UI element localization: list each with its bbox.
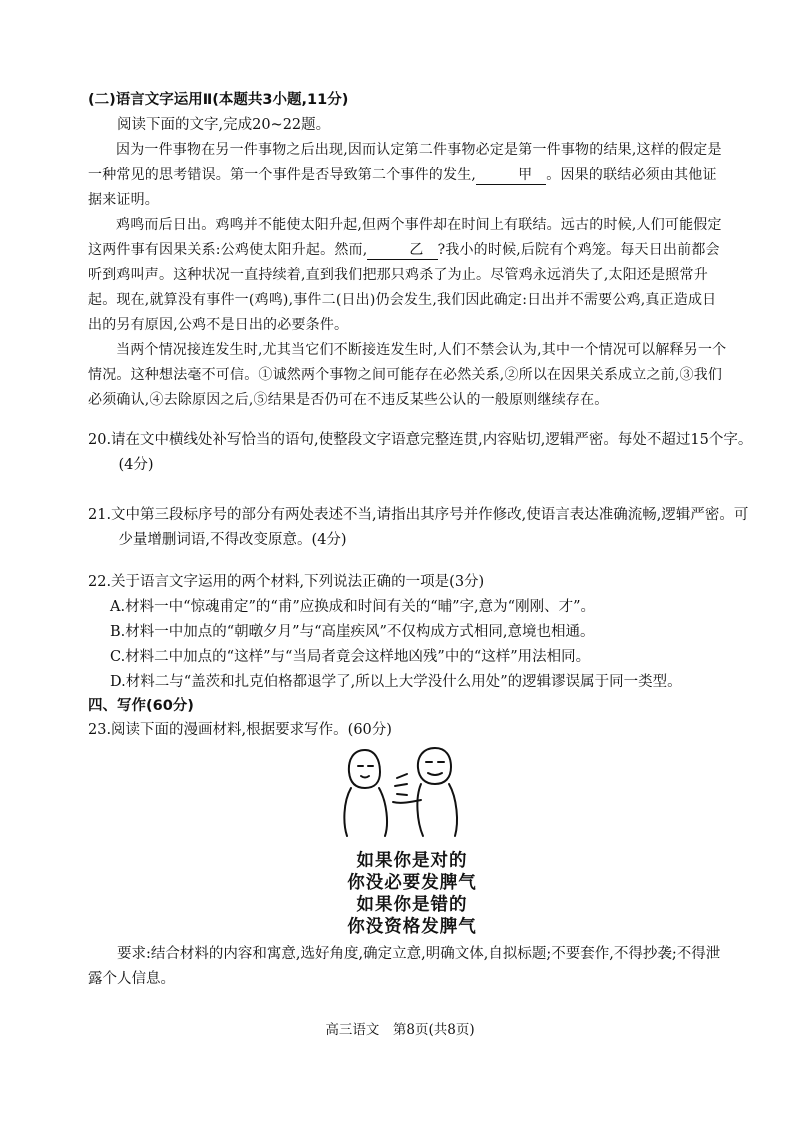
comic-caption-line-2: 你没必要发脾气: [347, 873, 477, 893]
comic-caption-line-3: 如果你是错的: [356, 895, 468, 915]
question-20: 20.请在文中横线处补写恰当的语句,使整段文字语意完整连贯,内容贴切,逻辑严密。每处不超过15个字。(4分): [88, 432, 753, 473]
passage-paragraph-1: [88, 138, 728, 213]
question-22-option-b: B.材料一中加点的“朝暾夕月”与“高崖疾风”不仅构成方式相同,意境也相通。: [110, 624, 595, 640]
page-footer: 高三语文 第8页(共8页): [325, 1022, 475, 1038]
section-2-heading: (二)语言文字运用Ⅱ(本题共3小题,11分): [88, 92, 349, 108]
right-figure-head: [418, 748, 451, 784]
passage-paragraph-2: [88, 213, 728, 338]
question-22-option-d: D.材料二与“盖茨和扎克伯格都退学了,所以上大学没什么用处”的逻辑谬误属于同一类型。: [110, 674, 682, 690]
comic-caption-line-1: 如果你是对的: [356, 851, 468, 871]
right-figure-mouth: [428, 773, 442, 775]
question-21: 21.文中第三段标序号的部分有两处表述不当,请指出其序号并作修改,使语言表达准确流畅,逻辑严密。可少量增删词语,不得改变原意。(4分): [88, 507, 749, 548]
left-figure-body: [344, 788, 387, 836]
blank-jia[interactable]: 甲: [476, 166, 546, 185]
p2-text-b: ?我小的时候,后院有个鸡笼。每天日出前都会听到鸡叫声。这种状况一直持续着,直到我们把那只鸡杀了为止。尽管鸡永远消失了,太阳还是照常升起。现在,就算没有事件一(鸡鸣),事件二(日出)仍会发生,我们因此确定:日出并不需要公鸡,真正造成日出的另有原因,公鸡不是日出的必要条件。: [88, 242, 720, 333]
comic-illustration: [335, 742, 485, 840]
left-figure-head: [349, 750, 380, 788]
section-2-instruction: 阅读下面的文字,完成20~22题。: [117, 117, 331, 133]
p1-text-b: 。因果的联结必须由其他证据来证明。: [88, 167, 717, 208]
right-figure-body: [417, 784, 457, 836]
speech-lines: [395, 774, 407, 795]
question-23: 23.阅读下面的漫画材料,根据要求写作。(60分): [88, 722, 392, 738]
question-22-option-c: C.材料二中加点的“这样”与“当局者竟会这样地凶残”中的“这样”用法相同。: [110, 649, 591, 665]
question-22-stem: 22.关于语言文字运用的两个材料,下列说法正确的一项是(3分): [88, 574, 485, 590]
comic-caption-line-4: 你没资格发脾气: [347, 917, 477, 937]
writing-requirement: 要求:结合材料的内容和寓意,选好角度,确定立意,明确文体,自拟标题;不要套作,不得抄袭;不得泄露个人信息。: [88, 946, 721, 987]
left-figure-mouth: [361, 776, 369, 778]
section-4-heading: 四、写作(60分): [88, 698, 194, 714]
p2-text-a: 鸡鸣而后日出。鸡鸣并不能使太阳升起,但两个事件却在时间上有联结。远古的时候,人们可能假定这两件事有因果关系:公鸡使太阳升起。然而,: [88, 217, 722, 258]
p1-text-a: 因为一件事物在另一件事物之后出现,因而认定第二件事物必定是第一件事物的结果,这样的假定是一种常见的思考错误。第一个事件是否导致第二个事件的发生,: [88, 142, 722, 183]
question-22-option-a: A.材料一中“惊魂甫定”的“甫”应换成和时间有关的“晡”字,意为“刚刚、才”。: [110, 599, 595, 615]
blank-yi[interactable]: 乙: [367, 241, 437, 260]
passage-paragraph-3: 当两个情况接连发生时,尤其当它们不断接连发生时,人们不禁会认为,其中一个情况可以解释另一个情况。这种想法毫不可信。①诚然两个事物之间可能存在必然关系,②所以在因果关系成立之前,③我们必须确认,④去除原因之后,⑤结果是否仍可在不违反某些公认的一般原则继续存在。: [88, 342, 727, 408]
